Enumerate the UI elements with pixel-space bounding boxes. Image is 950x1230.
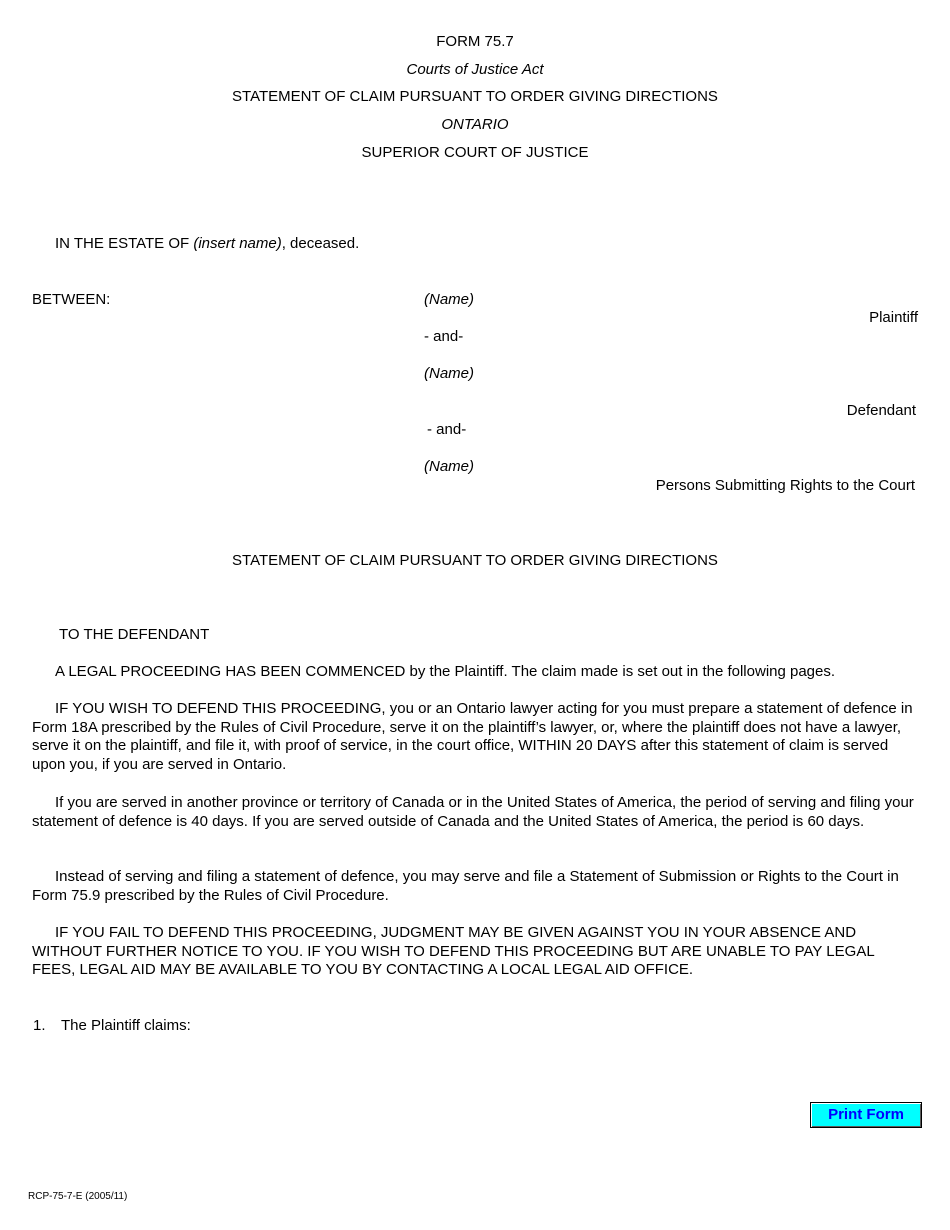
claims-number: 1. <box>33 1017 46 1034</box>
claims-label: The Plaintiff claims: <box>61 1017 191 1034</box>
defendant-name-field[interactable]: (Name) <box>424 365 475 382</box>
notice-paragraph-4: Instead of serving and filing a statement of defence, you may serve and file a Statement of Submission or Rights to the Court in Form 75.9 prescribed by the Rules of Civil Procedure. <box>32 868 899 904</box>
estate-suffix: , deceased. <box>281 235 360 252</box>
estate-name-placeholder[interactable]: (insert name) <box>193 235 282 252</box>
form-number: FORM 75.7 <box>436 33 514 50</box>
plaintiff-name-field[interactable]: (Name) <box>424 291 475 308</box>
between-label: BETWEEN: <box>32 291 111 308</box>
notice-paragraph-2: IF YOU WISH TO DEFEND THIS PROCEEDING, you or an Ontario lawyer acting for you must prepare a statement of defence in Form 18A prescribed by the Rules of Civil Procedure, serve it on the plaintiff’s lawyer, or, where the plaintiff does not have a lawyer, serve it on the plaintiff, and file it, with proof of service, in the court office, WITHIN 20 DAYS after this statement of claim is served upon you, if you are served in Ontario. <box>32 700 913 773</box>
persons-submitting-label: Persons Submitting Rights to the Court <box>655 477 915 494</box>
estate-line <box>55 235 359 253</box>
court-name: SUPERIOR COURT OF JUSTICE <box>361 144 589 161</box>
form-code: RCP-75-7-E (2005/11) <box>28 1191 128 1202</box>
form-title: STATEMENT OF CLAIM PURSUANT TO ORDER GIVING DIRECTIONS <box>232 88 718 105</box>
plaintiff-label: Plaintiff <box>869 309 918 326</box>
notice-paragraph-1: A LEGAL PROCEEDING HAS BEEN COMMENCED by the Plaintiff. The claim made is set out in the following pages. <box>55 663 836 680</box>
section-title: STATEMENT OF CLAIM PURSUANT TO ORDER GIVING DIRECTIONS <box>232 552 718 569</box>
province-name: ONTARIO <box>441 116 509 133</box>
notice-paragraph-3: If you are served in another province or territory of Canada or in the United States of America, the period of serving and filing your statement of defence is 40 days. If you are served outside of Canada and the United States of America, the period is 60 days. <box>32 794 914 830</box>
and-separator-2: - and- <box>427 421 467 438</box>
to-defendant-heading: TO THE DEFENDANT <box>59 626 210 643</box>
and-separator-1: - and- <box>424 328 464 345</box>
notice-paragraph-5: IF YOU FAIL TO DEFEND THIS PROCEEDING, JUDGMENT MAY BE GIVEN AGAINST YOU IN YOUR ABSENCE AND WITHOUT FURTHER NOTICE TO YOU. IF YOU WISH TO DEFEND THIS PROCEEDING BUT ARE UNABLE TO PAY LEGAL FEES, LEGAL AID MAY BE AVAILABLE TO YOU BY CONTACTING A LOCAL LEGAL AID OFFICE. <box>32 924 875 979</box>
persons-name-field[interactable]: (Name) <box>424 458 475 475</box>
defendant-label: Defendant <box>846 402 916 419</box>
estate-prefix: IN THE ESTATE OF <box>55 235 194 252</box>
act-name: Courts of Justice Act <box>406 61 544 78</box>
print-form-button[interactable]: Print Form <box>810 1102 922 1128</box>
